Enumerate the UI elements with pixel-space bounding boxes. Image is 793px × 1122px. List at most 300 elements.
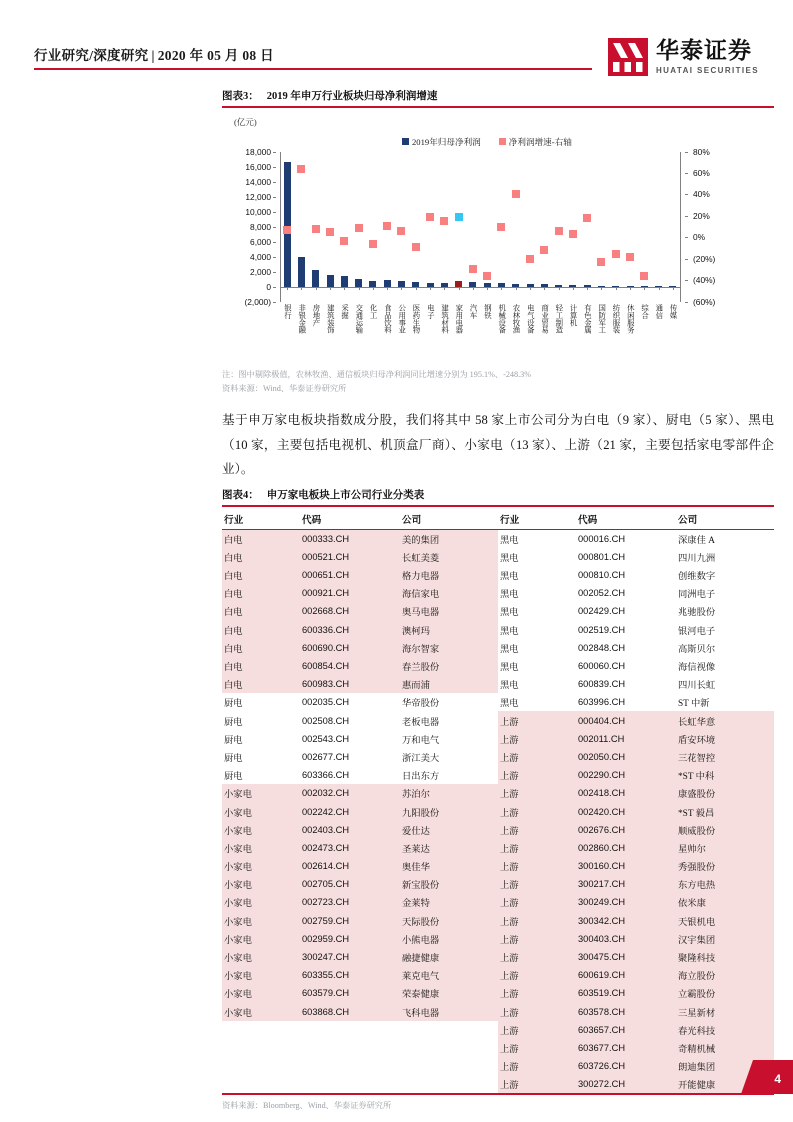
cell-code: 600983.CH xyxy=(300,675,400,693)
cell-text: 上游 xyxy=(498,766,576,784)
cell-code: 002011.CH xyxy=(576,730,676,748)
y2-tick-mark xyxy=(685,259,688,260)
x-axis-label: 有色金属 xyxy=(583,303,593,334)
cell-text xyxy=(400,1075,498,1093)
x-axis-label: 纺织服装 xyxy=(611,303,621,334)
table-row[interactable] xyxy=(222,566,774,584)
cell-code: 002420.CH xyxy=(576,802,676,820)
cell-text: 黑电 xyxy=(500,553,519,564)
cell-code: 002473.CH xyxy=(300,839,400,857)
x-tick-mark xyxy=(287,287,288,290)
chart-left-axis xyxy=(222,146,276,307)
cell-text: 万和电气 xyxy=(402,735,440,746)
y2-tick-mark xyxy=(685,302,688,303)
page-header xyxy=(34,38,759,78)
cell-text: 东方电热 xyxy=(676,875,774,893)
cell-text: 深康佳 A xyxy=(678,535,715,546)
cell-code: 300475.CH xyxy=(576,948,676,966)
table-row[interactable] xyxy=(222,893,774,911)
cell-text: 上游 xyxy=(498,948,576,966)
cell-code: 002032.CH xyxy=(300,784,400,802)
cell-code: 300272.CH xyxy=(576,1075,676,1093)
cell-code: 600060.CH xyxy=(578,661,626,671)
x-tick-mark xyxy=(416,287,417,290)
header-separator: | xyxy=(151,48,155,63)
chart-bar xyxy=(341,276,348,286)
x-axis-label: 房地产 xyxy=(311,303,321,326)
y-tick-mark xyxy=(273,242,276,243)
cell-code: 000651.CH xyxy=(300,566,400,584)
table-row[interactable] xyxy=(222,821,774,839)
table-row[interactable] xyxy=(222,584,774,602)
exhibit-4 xyxy=(222,487,774,1112)
cell-text: 上游 xyxy=(498,1021,576,1039)
cell-code xyxy=(300,1021,400,1039)
x-tick-mark xyxy=(516,287,517,290)
table-row[interactable] xyxy=(222,839,774,857)
cell-code: 000333.CH xyxy=(300,529,400,548)
cell-text: 开能健康 xyxy=(676,1075,774,1093)
x-axis-label: 交通运输 xyxy=(354,303,364,334)
y-tick-label: 14,000 xyxy=(245,176,271,187)
y-tick-label: 0 xyxy=(266,281,271,292)
x-tick-mark xyxy=(401,287,402,290)
table-row[interactable] xyxy=(222,621,774,639)
cell-text: 创维数字 xyxy=(678,572,716,583)
cell-text: 白电 xyxy=(222,529,300,548)
y-tick-label: 4,000 xyxy=(250,251,271,262)
table-row[interactable] xyxy=(222,802,774,820)
cell-text: 海立股份 xyxy=(676,966,774,984)
cell-code: 600839.CH xyxy=(578,679,626,690)
cell-code: 002959.CH xyxy=(300,930,400,948)
exhibit-3-note: 注：图中剔除极值，农林牧渔、通信板块归母净利润同比增速分别为 195.1%、-248.3% xyxy=(222,369,532,379)
cell-text: 莱克电气 xyxy=(400,966,498,984)
cell-text: 小家电 xyxy=(222,784,300,802)
x-tick-mark xyxy=(616,287,617,290)
exhibit-3-caption: 2019 年申万行业板块归母净利润增速 xyxy=(266,91,438,102)
cell-text: 黑电 xyxy=(500,663,519,673)
x-tick-mark xyxy=(359,287,360,290)
cell-text: 厨电 xyxy=(224,717,243,728)
body-paragraph: 基于申万家电板块指数成分股，我们将其中 58 家上市公司分为白电（9 家）、厨电（5 家）、黑电（10 家，主要包括电视机、机顶盒厂商）、小家电（13 家）、上游（21 家，主要包括家电零部件企业）。 xyxy=(222,413,774,477)
chart-right-axis xyxy=(684,146,738,307)
cell-text xyxy=(222,1039,300,1057)
table-row[interactable] xyxy=(222,730,774,748)
cell-text: 融捷健康 xyxy=(400,948,498,966)
cell-text: 长虹美菱 xyxy=(400,548,498,566)
x-axis-label: 汽车 xyxy=(469,303,479,319)
cell-code: 000810.CH xyxy=(578,570,626,581)
cell-code: 000016.CH xyxy=(578,533,626,544)
header-date: 2020 年 05 月 08 日 xyxy=(157,48,274,63)
table-row[interactable] xyxy=(222,857,774,875)
cell-code: 300160.CH xyxy=(576,857,676,875)
cell-text xyxy=(400,1039,498,1057)
x-tick-mark xyxy=(659,287,660,290)
cell-text: 小家电 xyxy=(222,875,300,893)
cell-text: *ST 毅昌 xyxy=(676,802,774,820)
y-tick-mark xyxy=(273,182,276,183)
chart-growth-marker xyxy=(640,272,648,280)
col-company-right: 公司 xyxy=(676,509,774,530)
exhibit-4-rule xyxy=(222,505,774,507)
table-row[interactable] xyxy=(222,984,774,1002)
x-axis-label: 农林牧渔 xyxy=(511,303,521,334)
table-row[interactable] xyxy=(222,1021,774,1039)
cell-code: 603868.CH xyxy=(300,1002,400,1020)
table-row[interactable] xyxy=(222,875,774,893)
cell-text: 黑电 xyxy=(500,699,519,710)
legend-item-profit xyxy=(402,136,481,148)
cell-code: 002050.CH xyxy=(576,748,676,766)
cell-code: 002723.CH xyxy=(300,893,400,911)
chart-growth-marker xyxy=(326,228,334,236)
cell-text: 上游 xyxy=(498,875,576,893)
col-industry-right: 行业 xyxy=(498,509,576,530)
chart-growth-marker xyxy=(469,265,477,273)
cell-text: 老板电器 xyxy=(402,717,440,728)
exhibit-3-rule xyxy=(222,106,774,108)
cell-code: 000404.CH xyxy=(576,711,676,729)
x-axis-label: 国防军工 xyxy=(597,303,607,334)
x-tick-mark xyxy=(559,287,560,290)
table-row[interactable] xyxy=(222,693,774,711)
table-row[interactable] xyxy=(222,966,774,984)
cell-text: 白电 xyxy=(222,657,300,675)
x-axis-label: 医药生物 xyxy=(411,303,421,334)
chart-growth-marker xyxy=(583,214,591,222)
chart-growth-marker xyxy=(297,165,305,173)
x-tick-mark xyxy=(344,287,345,290)
cell-text: 上游 xyxy=(498,748,576,766)
cell-text: 上游 xyxy=(498,984,576,1002)
y2-tick-mark xyxy=(685,173,688,174)
y-tick-mark xyxy=(273,227,276,228)
cell-text: 兆驰股份 xyxy=(678,608,716,619)
cell-text: 惠而浦 xyxy=(400,675,498,693)
y-tick-label: 16,000 xyxy=(245,161,271,172)
cell-text: 盾安环境 xyxy=(676,730,774,748)
cell-code: 300249.CH xyxy=(576,893,676,911)
cell-text: 朗迪集团 xyxy=(676,1057,774,1075)
logo-chinese-name: 华泰证券 xyxy=(655,37,752,64)
table-row[interactable] xyxy=(222,711,774,729)
legend-label-profit: 2019年归母净利润 xyxy=(412,136,481,147)
exhibit-3-source: 资料来源：Wind、华泰证券研究所 xyxy=(222,383,347,393)
cell-code: 002519.CH xyxy=(578,624,626,635)
cell-text: 小家电 xyxy=(222,930,300,948)
x-tick-mark xyxy=(501,287,502,290)
y2-tick-label: (60%) xyxy=(693,296,716,307)
x-axis-label: 传媒 xyxy=(669,303,679,319)
x-tick-mark xyxy=(459,287,460,290)
table-row[interactable] xyxy=(222,602,774,620)
y-tick-mark xyxy=(273,272,276,273)
cell-code: 603726.CH xyxy=(576,1057,676,1075)
cell-text: 三星新材 xyxy=(676,1002,774,1020)
exhibit-4-source: 资料来源：Bloomberg、Wind、华泰证券研究所 xyxy=(222,1100,392,1110)
x-axis-label: 非银金融 xyxy=(297,303,307,334)
table-row[interactable] xyxy=(222,1075,774,1093)
exhibit-3-title xyxy=(222,88,774,106)
cell-code: 603578.CH xyxy=(576,1002,676,1020)
cell-text: 格力电器 xyxy=(400,566,498,584)
cell-text: 黑电 xyxy=(500,608,519,619)
x-tick-mark xyxy=(316,287,317,290)
legend-item-growth xyxy=(499,136,572,148)
y2-tick-mark xyxy=(685,216,688,217)
cell-text: 厨电 xyxy=(224,772,243,783)
y-tick-label: 8,000 xyxy=(250,221,271,232)
cell-code: 002614.CH xyxy=(300,857,400,875)
y2-tick-mark xyxy=(685,194,688,195)
y-tick-mark xyxy=(273,287,276,288)
y-tick-label: (2,000) xyxy=(244,296,271,307)
cell-text: 白电 xyxy=(222,584,300,602)
table-row[interactable] xyxy=(222,1039,774,1057)
y2-tick-label: 80% xyxy=(693,146,710,157)
cell-text: 四川九洲 xyxy=(678,553,716,564)
table-row[interactable] xyxy=(222,657,774,675)
table-row[interactable] xyxy=(222,548,774,566)
cell-code: 000521.CH xyxy=(300,548,400,566)
cell-text: 金莱特 xyxy=(400,893,498,911)
cell-code: 002290.CH xyxy=(576,766,676,784)
x-axis-label: 轻工制造 xyxy=(554,303,564,334)
x-axis-label: 休闲服务 xyxy=(626,303,636,334)
cell-text xyxy=(400,1057,498,1075)
x-tick-mark xyxy=(387,287,388,290)
cell-text: 银河电子 xyxy=(678,626,716,637)
cell-text xyxy=(222,1075,300,1093)
cell-text: 圣莱达 xyxy=(400,839,498,857)
x-tick-mark xyxy=(630,287,631,290)
chart-plot-area xyxy=(280,152,680,302)
cell-text: 华帝股份 xyxy=(402,699,440,710)
cell-code: 002052.CH xyxy=(578,588,626,599)
cell-code: 002860.CH xyxy=(576,839,676,857)
table-row[interactable] xyxy=(222,1057,774,1075)
cell-text: 上游 xyxy=(498,730,576,748)
huatai-logo-icon xyxy=(608,38,648,76)
x-axis-label: 电气设备 xyxy=(526,303,536,334)
cell-code: 002705.CH xyxy=(300,875,400,893)
x-tick-mark xyxy=(373,287,374,290)
x-axis-label: 家用电器 xyxy=(454,303,464,334)
x-axis-label: 银行 xyxy=(283,303,293,319)
cell-text: 爱仕达 xyxy=(400,821,498,839)
cell-text: 白电 xyxy=(222,602,300,620)
chart-bar xyxy=(327,275,334,286)
cell-code: 600690.CH xyxy=(300,639,400,657)
cell-text: 奥马电器 xyxy=(400,602,498,620)
table-bottom-rule xyxy=(222,1093,774,1094)
chart-growth-marker xyxy=(455,213,463,221)
x-tick-mark xyxy=(673,287,674,290)
table-row[interactable] xyxy=(222,930,774,948)
cell-text: 厨电 xyxy=(224,699,243,710)
chart-growth-marker xyxy=(355,224,363,232)
cell-code: 002418.CH xyxy=(576,784,676,802)
cell-text: 天银机电 xyxy=(676,912,774,930)
x-tick-mark xyxy=(330,287,331,290)
cell-text: 海信家电 xyxy=(400,584,498,602)
cell-text xyxy=(222,1021,300,1039)
cell-code: 603519.CH xyxy=(576,984,676,1002)
cell-text: 小家电 xyxy=(222,857,300,875)
chart-growth-marker xyxy=(626,253,634,261)
x-axis-label: 电子 xyxy=(426,303,436,319)
legend-swatch-growth xyxy=(499,138,506,145)
x-axis-label: 商业贸易 xyxy=(540,303,550,334)
cell-text: 黑电 xyxy=(500,626,519,637)
cell-text: 奥佳华 xyxy=(400,857,498,875)
cell-code: 603366.CH xyxy=(302,770,350,781)
cell-text: 日出东方 xyxy=(402,772,440,783)
cell-text: 依米康 xyxy=(676,893,774,911)
cell-code: 002543.CH xyxy=(302,733,350,744)
cell-code: 603677.CH xyxy=(576,1039,676,1057)
cell-text: 小家电 xyxy=(222,966,300,984)
y2-tick-label: 60% xyxy=(693,168,710,179)
cell-text: 飞科电器 xyxy=(400,1002,498,1020)
cell-text: 小家电 xyxy=(222,802,300,820)
y2-tick-label: (20%) xyxy=(693,253,716,264)
table-row[interactable] xyxy=(222,529,774,548)
x-axis-label: 采掘 xyxy=(340,303,350,319)
chart-bar xyxy=(298,257,305,286)
chart-growth-marker xyxy=(483,272,491,280)
cell-text: 苏泊尔 xyxy=(400,784,498,802)
cell-text: 星帅尔 xyxy=(676,839,774,857)
col-code-left: 代码 xyxy=(300,509,400,530)
y2-tick-mark xyxy=(685,280,688,281)
cell-text: 同洲电子 xyxy=(678,590,716,601)
chart-growth-marker xyxy=(369,240,377,248)
cell-code xyxy=(300,1057,400,1075)
cell-text: 小家电 xyxy=(222,984,300,1002)
cell-text: 立霸股份 xyxy=(676,984,774,1002)
cell-text: 小熊电器 xyxy=(400,930,498,948)
zero-baseline xyxy=(280,287,680,288)
x-tick-mark xyxy=(430,287,431,290)
cell-text: 聚隆科技 xyxy=(676,948,774,966)
cell-text: 汉宇集团 xyxy=(676,930,774,948)
cell-text: 新宝股份 xyxy=(400,875,498,893)
y-tick-label: 18,000 xyxy=(245,146,271,157)
cell-text: 上游 xyxy=(498,893,576,911)
cell-code: 002676.CH xyxy=(576,821,676,839)
x-axis-label: 钢铁 xyxy=(483,303,493,319)
cell-text: 上游 xyxy=(498,930,576,948)
left-axis-line xyxy=(280,152,281,302)
cell-text: 奇精机械 xyxy=(676,1039,774,1057)
cell-text: 厨电 xyxy=(224,735,243,746)
col-company-left: 公司 xyxy=(400,509,498,530)
cell-code: 603579.CH xyxy=(300,984,400,1002)
x-axis-label: 建筑装饰 xyxy=(326,303,336,334)
cell-code: 002429.CH xyxy=(578,606,626,617)
cell-text: 四川长虹 xyxy=(678,681,716,692)
chart-growth-marker xyxy=(283,226,291,234)
table-row[interactable] xyxy=(222,748,774,766)
y2-tick-label: (40%) xyxy=(693,275,716,286)
cell-code: 002403.CH xyxy=(300,821,400,839)
exhibit-4-number: 图表4： xyxy=(222,490,259,501)
table-row[interactable] xyxy=(222,639,774,657)
table-row[interactable] xyxy=(222,766,774,784)
table-row[interactable] xyxy=(222,1002,774,1020)
cell-text: 康盛股份 xyxy=(676,784,774,802)
cell-code: 300342.CH xyxy=(576,912,676,930)
header-category: 行业研究/深度研究 xyxy=(34,48,149,63)
right-axis-line xyxy=(680,152,681,302)
table-row[interactable] xyxy=(222,675,774,693)
x-tick-mark xyxy=(644,287,645,290)
cell-text: 上游 xyxy=(498,784,576,802)
cell-code: 300217.CH xyxy=(576,875,676,893)
cell-text: 黑电 xyxy=(500,572,519,583)
cell-text: 海信视像 xyxy=(678,663,716,673)
cell-text: 小家电 xyxy=(222,821,300,839)
y2-tick-label: 0% xyxy=(693,232,706,243)
x-axis-label: 建筑材料 xyxy=(440,303,450,334)
cell-code: 000921.CH xyxy=(300,584,400,602)
chart-growth-marker xyxy=(540,246,548,254)
chart-growth-marker xyxy=(426,213,434,221)
col-code-right: 代码 xyxy=(576,509,676,530)
cell-text: 黑电 xyxy=(500,535,519,546)
cell-code: 603355.CH xyxy=(300,966,400,984)
cell-text: 秀强股份 xyxy=(676,857,774,875)
x-tick-mark xyxy=(544,287,545,290)
cell-text: 白电 xyxy=(222,675,300,693)
x-tick-mark xyxy=(473,287,474,290)
y2-tick-label: 40% xyxy=(693,189,710,200)
cell-text: 黑电 xyxy=(500,590,519,601)
cell-text: 上游 xyxy=(498,802,576,820)
cell-text: 上游 xyxy=(498,711,576,729)
chart-growth-marker xyxy=(440,217,448,225)
y-tick-mark xyxy=(273,212,276,213)
cell-text: 小家电 xyxy=(222,839,300,857)
table-row[interactable] xyxy=(222,948,774,966)
company-classification-table xyxy=(222,509,774,1094)
cell-code: 002848.CH xyxy=(578,642,626,653)
cell-text: 海尔智家 xyxy=(400,639,498,657)
y-tick-mark xyxy=(273,302,276,303)
cell-text: 荣泰健康 xyxy=(400,984,498,1002)
y-tick-mark xyxy=(273,257,276,258)
cell-text: 白电 xyxy=(222,621,300,639)
cell-text: 小家电 xyxy=(222,1002,300,1020)
table-row[interactable] xyxy=(222,784,774,802)
table-row[interactable] xyxy=(222,912,774,930)
y2-tick-mark xyxy=(685,152,688,153)
x-tick-mark xyxy=(573,287,574,290)
cell-code: 300403.CH xyxy=(576,930,676,948)
x-axis-label: 机械设备 xyxy=(497,303,507,334)
y-tick-mark xyxy=(273,167,276,168)
cell-code: 600619.CH xyxy=(576,966,676,984)
cell-text: 高斯贝尔 xyxy=(678,644,716,655)
cell-text: 上游 xyxy=(498,966,576,984)
chart-growth-marker xyxy=(340,237,348,245)
cell-text: 小家电 xyxy=(222,948,300,966)
cell-code: 002668.CH xyxy=(300,602,400,620)
legend-label-growth: 净利润增速-右轴 xyxy=(508,136,572,147)
